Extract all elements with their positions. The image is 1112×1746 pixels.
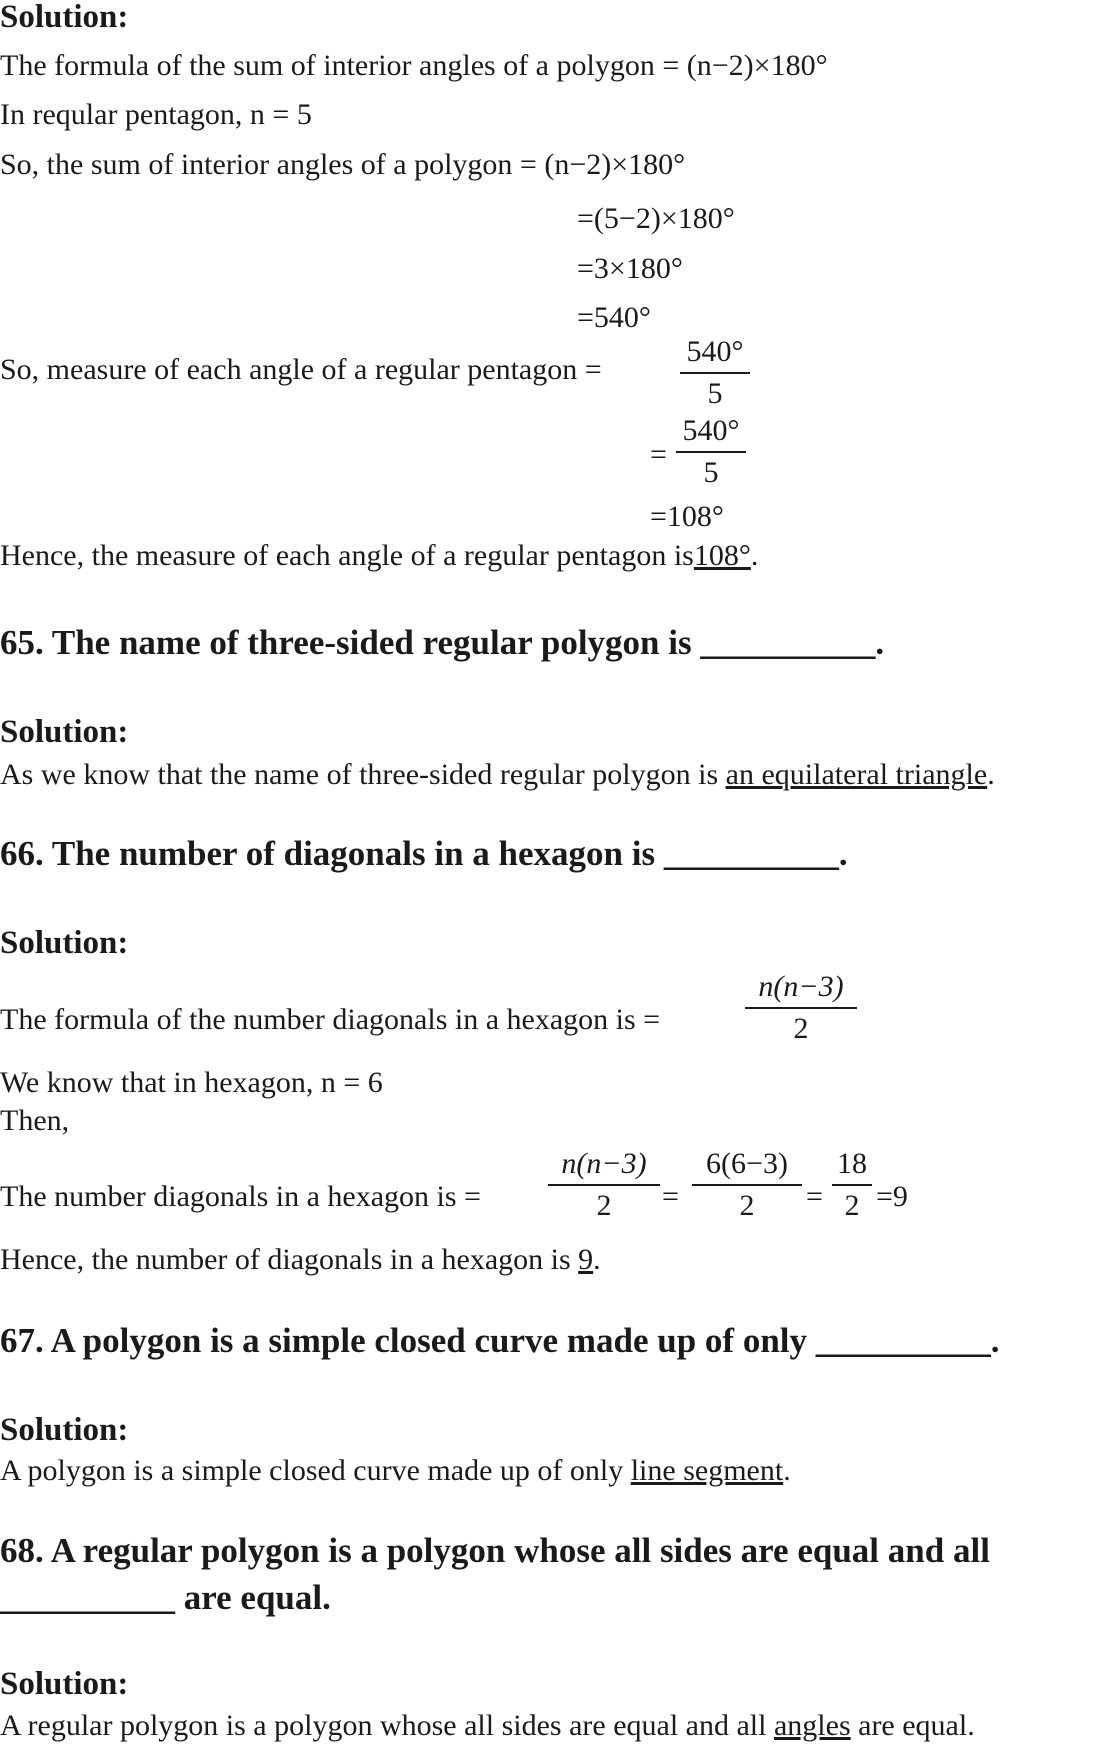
- answer: angles: [773, 1709, 851, 1742]
- fraction-bar: [745, 1007, 857, 1009]
- numerator: 540°: [682, 414, 740, 447]
- solution-heading: Solution:: [0, 1412, 129, 1448]
- solution-heading: Solution:: [0, 925, 129, 961]
- equals-sign: =: [806, 1180, 823, 1213]
- period: .: [783, 1454, 791, 1487]
- fraction-bar: [676, 451, 746, 453]
- result: =9: [876, 1180, 908, 1213]
- solution-heading: Solution:: [0, 714, 129, 750]
- period: .: [987, 758, 995, 791]
- computation-line: The number diagonals in a hexagon is =: [0, 1180, 481, 1213]
- each-angle-line: So, measure of each angle of a regular pentagon =: [0, 353, 602, 386]
- conclusion-text: Hence, the number of diagonals in a hexagon is: [0, 1243, 579, 1276]
- question-text: 67. A polygon is a simple closed curve made up of only __________.: [0, 1321, 1000, 1360]
- answer: an equilateral triangle: [725, 758, 988, 791]
- numerator: n(n−3): [758, 970, 844, 1003]
- answer-line: [0, 757, 995, 793]
- denominator: 2: [793, 1012, 809, 1045]
- fraction-bar: [680, 372, 750, 374]
- fraction-substituted: [692, 1147, 802, 1223]
- conclusion-line: [0, 1242, 601, 1278]
- denominator: 5: [707, 377, 723, 410]
- formula-line: The formula of the sum of interior angles of a polygon = (n−2)×180°: [0, 49, 828, 82]
- answer: 9: [578, 1243, 594, 1276]
- fraction-540-over-5-repeat: [676, 414, 746, 490]
- fraction-540-over-5: [680, 335, 750, 411]
- period: .: [750, 539, 759, 572]
- answer-text: As we know that the name of three-sided regular polygon is: [0, 758, 726, 791]
- question-text-line-2: __________ are equal.: [0, 1578, 331, 1617]
- denominator: 2: [844, 1189, 860, 1222]
- period: .: [593, 1243, 601, 1276]
- numerator: 540°: [686, 335, 744, 368]
- conclusion-line: [0, 538, 758, 574]
- denominator: 2: [596, 1189, 612, 1222]
- answer-line: [0, 1453, 791, 1489]
- answer: 108°: [693, 539, 751, 572]
- equals-sign: =: [650, 438, 667, 471]
- question-text-line-1: 68. A regular polygon is a polygon whose all sides are equal and all: [0, 1531, 990, 1570]
- fraction-bar: [832, 1184, 872, 1186]
- numerator: 18: [837, 1147, 867, 1180]
- fraction-formula: [745, 970, 857, 1046]
- solution-heading: Solution:: [0, 0, 129, 35]
- fraction-bar: [548, 1184, 660, 1186]
- question-text: 65. The name of three-sided regular polygon is __________.: [0, 623, 885, 662]
- answer-text: A regular polygon is a polygon whose all sides are equal and all: [0, 1709, 774, 1742]
- answer-text-end: are equal.: [850, 1709, 975, 1742]
- step-3: =540°: [577, 301, 651, 334]
- fraction-bar: [692, 1184, 802, 1186]
- n-value-line: We know that in hexagon, n = 6: [0, 1066, 383, 1099]
- numerator: 6(6−3): [706, 1147, 788, 1180]
- question-text: 66. The number of diagonals in a hexagon is __________.: [0, 834, 848, 873]
- answer-text: A polygon is a simple closed curve made up of only: [0, 1454, 631, 1487]
- answer-line: [0, 1708, 975, 1744]
- equals-sign: =: [662, 1180, 679, 1213]
- fraction-18-over-2: [832, 1147, 872, 1223]
- numerator: n(n−3): [561, 1147, 647, 1180]
- solution-heading: Solution:: [0, 1666, 129, 1702]
- sum-line: So, the sum of interior angles of a polygon = (n−2)×180°: [0, 148, 686, 181]
- conclusion-text: Hence, the measure of each angle of a regular pentagon is: [0, 539, 694, 572]
- step-result: =108°: [650, 500, 724, 533]
- denominator: 2: [739, 1189, 755, 1222]
- n-value-line: In reqular pentagon, n = 5: [0, 98, 312, 131]
- fraction-formula: [548, 1147, 660, 1223]
- formula-line: The formula of the number diagonals in a hexagon is =: [0, 1003, 661, 1036]
- denominator: 5: [703, 456, 719, 489]
- step-2: =3×180°: [577, 252, 683, 285]
- answer: line segment: [630, 1454, 784, 1487]
- then-line: Then,: [0, 1104, 70, 1137]
- step-1: =(5−2)×180°: [577, 202, 735, 235]
